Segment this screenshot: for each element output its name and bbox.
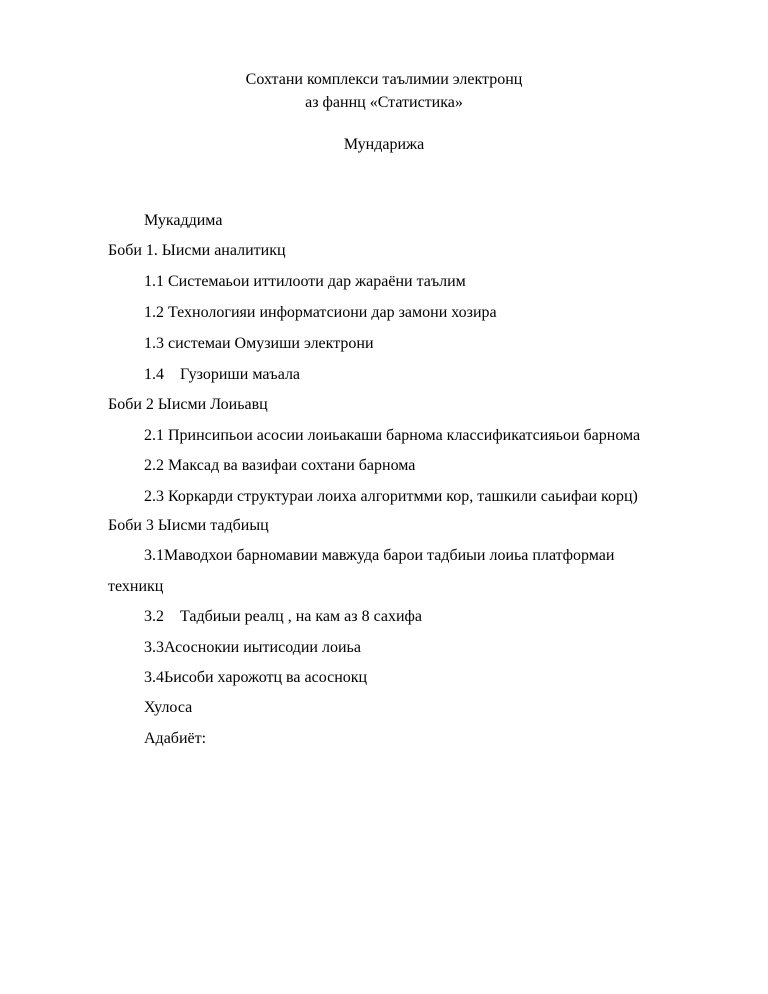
toc-entry-3-1: 3.1Маводхои барномавии мавжуда барои тадбиыи лоиьа платформаи: [144, 547, 615, 564]
toc-entry-3-1-continued: техникц: [108, 578, 164, 595]
toc-entry-chapter-3: Боби 3 Ыисми тадбиыц: [108, 517, 269, 534]
toc-entry-chapter-1: Боби 1. Ыисми аналитикц: [108, 242, 286, 259]
toc-entry-1-2: 1.2 Технологияи информатсиони дар замони хозира: [144, 304, 497, 321]
toc-entry-references: Адабиёт:: [144, 730, 207, 747]
toc-entry-3-3: 3.3Асоснокии иытисодии лоиьа: [144, 639, 361, 656]
toc-entry-1-3: 1.3 системаи Омузиши электрони: [144, 335, 374, 352]
toc-entry-1-4: 1.4 Гузориши маъала: [144, 366, 301, 383]
document-title-line-1: Сохтани комплекси таълимии электронц: [245, 71, 523, 88]
document-title-line-2: аз фаннц «Статистика»: [305, 94, 463, 111]
toc-entry-3-2: 3.2 Тадбиыи реалц , на кам аз 8 сахифа: [144, 608, 422, 625]
toc-entry-2-2: 2.2 Максад ва вазифаи сохтани барнома: [144, 457, 416, 474]
toc-entry-2-1: 2.1 Принсипьои асосии лоиьакаши барнома классификатсияьои барнома: [144, 427, 641, 444]
toc-entry-conclusion: Хулоса: [144, 699, 193, 716]
toc-entry-1-1: 1.1 Системаьои иттилооти дар жараёни таълим: [144, 273, 466, 290]
toc-heading: Мундарижа: [343, 136, 425, 153]
toc-entry-2-3: 2.3 Коркарди структураи лоиха алгоритмми кор, ташкили саьифаи корц): [144, 488, 638, 505]
toc-entry-introduction: Мукаддима: [144, 212, 223, 229]
toc-entry-chapter-2: Боби 2 Ыисми Лоиьавц: [108, 396, 268, 413]
toc-entry-3-4: 3.4Ьисоби харожотц ва асоснокц: [144, 669, 368, 686]
